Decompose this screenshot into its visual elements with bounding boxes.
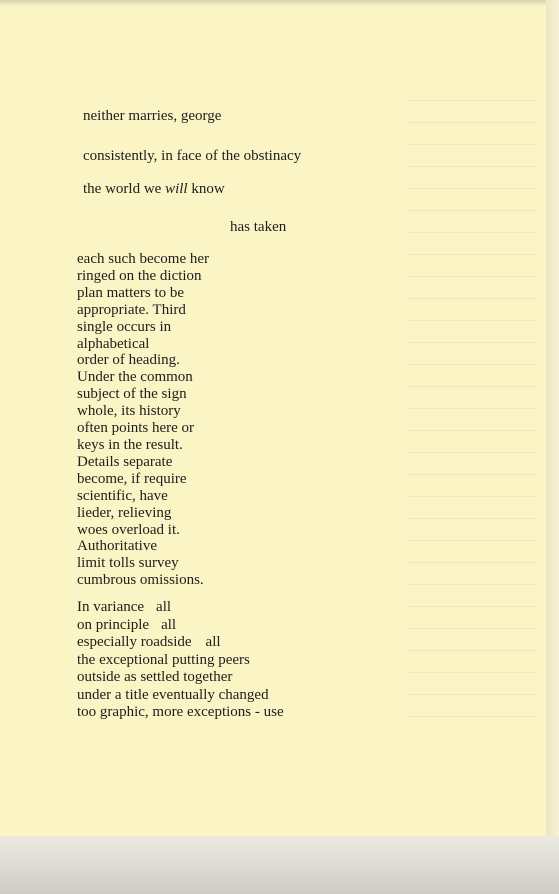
page-edge — [546, 0, 559, 880]
stanza-one-line: single occurs in — [77, 318, 172, 335]
stanza-one-line: whole, its history — [77, 403, 181, 420]
stanza-one-line: keys in the result. — [77, 436, 183, 453]
stanza-one-line: woes overload it. — [77, 521, 180, 538]
stanza-one-line: plan matters to be — [77, 284, 185, 301]
stanza-one-line: scientific, have — [77, 487, 168, 504]
stanza-two — [77, 599, 284, 722]
stanza-one-line: each such become her — [77, 251, 210, 267]
show-through-text — [408, 100, 538, 720]
stanza-two-line: outside as settled together — [77, 669, 233, 685]
stanza-two-line: under a title eventually changed — [77, 686, 269, 703]
stanza-one-line: alphabetical — [77, 335, 150, 352]
top-line-3: the world we will know — [83, 181, 225, 197]
stanza-one-line: cumbrous omissions. — [77, 572, 204, 589]
stanza-two-line: especially roadside all — [77, 634, 221, 650]
stanza-two-line: In variance all — [77, 599, 172, 615]
stanza-one-line: become, if require — [77, 470, 187, 487]
stanza-one-line: order of heading. — [77, 352, 180, 369]
stanza-two-line: on principle all — [77, 616, 177, 633]
stanza-one-line: limit tolls survey — [77, 555, 179, 572]
stanza-one-line: ringed on the diction — [77, 267, 202, 284]
stanza-two-line: the exceptional putting peers — [77, 651, 250, 668]
centered-line: has taken — [230, 219, 287, 235]
scan-background — [0, 836, 559, 894]
stanza-one-line: Under the common — [77, 369, 193, 386]
stanza-two-line: too graphic, more exceptions - use — [77, 704, 284, 720]
top-line-2: consistently, in face of the obstinacy — [83, 148, 302, 164]
stanza-one-line: subject of the sign — [77, 386, 187, 403]
page-top-shadow — [0, 0, 546, 6]
stanza-one-line: lieder, relieving — [77, 504, 172, 521]
stanza-one-line: appropriate. Third — [77, 301, 186, 318]
top-line-1: neither marries, george — [83, 108, 222, 124]
stanza-one-line: often points here or — [77, 420, 195, 437]
stanza-one — [77, 251, 209, 589]
stanza-one-line: Details separate — [77, 453, 173, 470]
stanza-one-line: Authoritative — [77, 538, 157, 555]
